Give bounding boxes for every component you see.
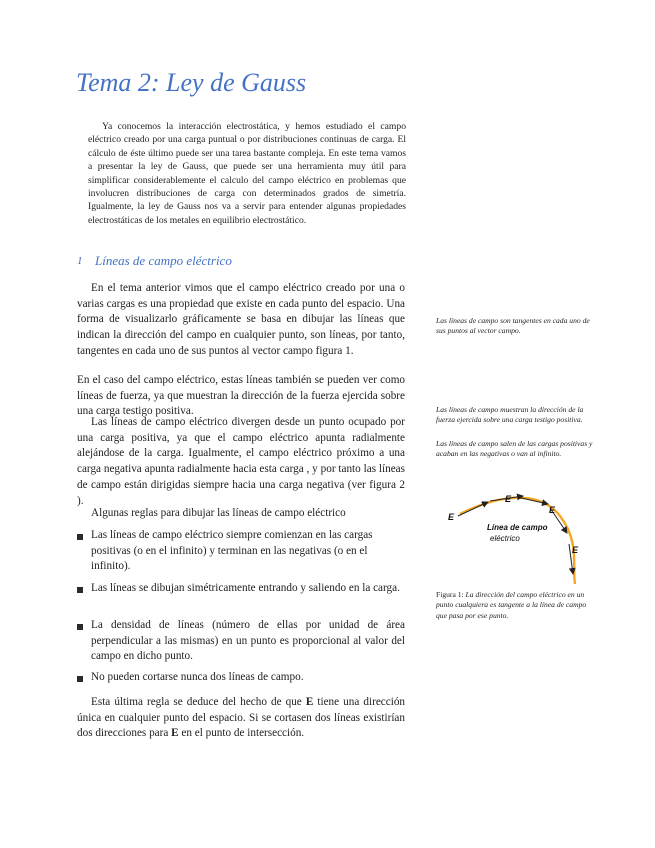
field-line-figure xyxy=(430,486,590,586)
sidenote-1: Las líneas de campo son tangentes en cada uno de sus puntos al vector campo. xyxy=(436,316,590,336)
vector-label: E xyxy=(448,512,455,522)
paragraph-3: Las líneas de campo eléctrico divergen desde un punto ocupado por una carga positiva, ya que el campo eléctrico apunta radialmente alejándose de la carga. Igualmente, el campo eléctrico próximo a una carga negativa apunta radialmente hacia esta carga , y por tanto las líneas de campo están dirigidas siempre hacia una carga negativa (ver figura 2 ). xyxy=(77,416,405,507)
section-number: 1 xyxy=(77,255,83,267)
vector-label: E xyxy=(505,494,512,504)
sidenote-2: Las líneas de campo muestran la dirección de la fuerza ejercida sobre una carga testigo positiva. xyxy=(436,405,584,425)
section-title: Líneas de campo eléctrico xyxy=(95,253,232,268)
paragraph-1: En el tema anterior vimos que el campo eléctrico creado por una o varias cargas es una propiedad que existe en cada punto del espacio. Una forma de visualizarlo gráficamente se basa en dibujar las líneas que indican la dirección del campo en cualquier punto, son líneas, por tanto, tangentes en cada uno de sus puntos al vector campo figura 1. xyxy=(77,282,405,357)
page-title: Tema 2: Ley de Gauss xyxy=(76,68,307,97)
field-line-label: eléctrico xyxy=(490,534,520,543)
paragraph-2: En el caso del campo eléctrico, estas líneas también se pueden ver como líneas de fuerza, ya que muestran la dirección de la fuerza ejercida sobre una carga testigo positiva. xyxy=(77,374,405,418)
rule-item: Las líneas de campo eléctrico siempre comienzan en las cargas positivas (o en el infinito) y terminan en las negativas (o en el infinito). xyxy=(91,529,373,573)
rule-item: La densidad de líneas (número de ellas por unidad de área perpendicular a las mismas) en un punto es proporcional al valor del campo en dicho punto. xyxy=(91,619,405,663)
abstract: Ya conocemos la interacción electrostática, y hemos estudiado el campo eléctrico creado por una carga puntual o por distribuciones continuas de carga. El cálculo de éste último puede ser una tarea bastante compleja. En este tema vamos a presentar la ley de Gauss, que puede ser una herramienta muy útil para simplificar considerablemente el calculo del campo eléctrico en problemas que involucren distribuciones de carga con determinados grados de simetría. Igualmente, la ley de Gauss nos va a servir para entender algunas propiedades electrostáticas de los metales en equilibrio electrostático. xyxy=(88,121,406,226)
vector-label: E xyxy=(572,545,579,555)
rule-item: Las líneas se dibujan simétricamente entrando y saliendo en la carga. xyxy=(91,582,400,594)
paragraph-5: Esta última regla se deduce del hecho de que E tiene una dirección única en cualquier punto del espacio. Si se cortasen dos líneas existirían dos direcciones para E en el punto de intersección. xyxy=(77,696,406,740)
vector-label: E xyxy=(549,505,556,515)
paragraph-4: Algunas reglas para dibujar las líneas de campo eléctrico xyxy=(91,507,346,519)
bullet-marker xyxy=(77,676,83,682)
figure-caption: Figura 1: La dirección del campo eléctrico en un punto cualquiera es tangente a la línea de campo que pasa por ese punto. xyxy=(436,590,587,620)
field-line-label: Línea de campo xyxy=(487,523,548,532)
field-vector-arrow xyxy=(458,502,488,516)
bullet-marker xyxy=(77,534,83,540)
bullet-marker xyxy=(77,587,83,593)
sidenote-3: Las líneas de campo salen de las cargas positivas y acaban en las negativas o van al infinito. xyxy=(436,439,593,459)
rule-item: No pueden cortarse nunca dos líneas de campo. xyxy=(91,671,304,683)
bullet-marker xyxy=(77,624,83,630)
